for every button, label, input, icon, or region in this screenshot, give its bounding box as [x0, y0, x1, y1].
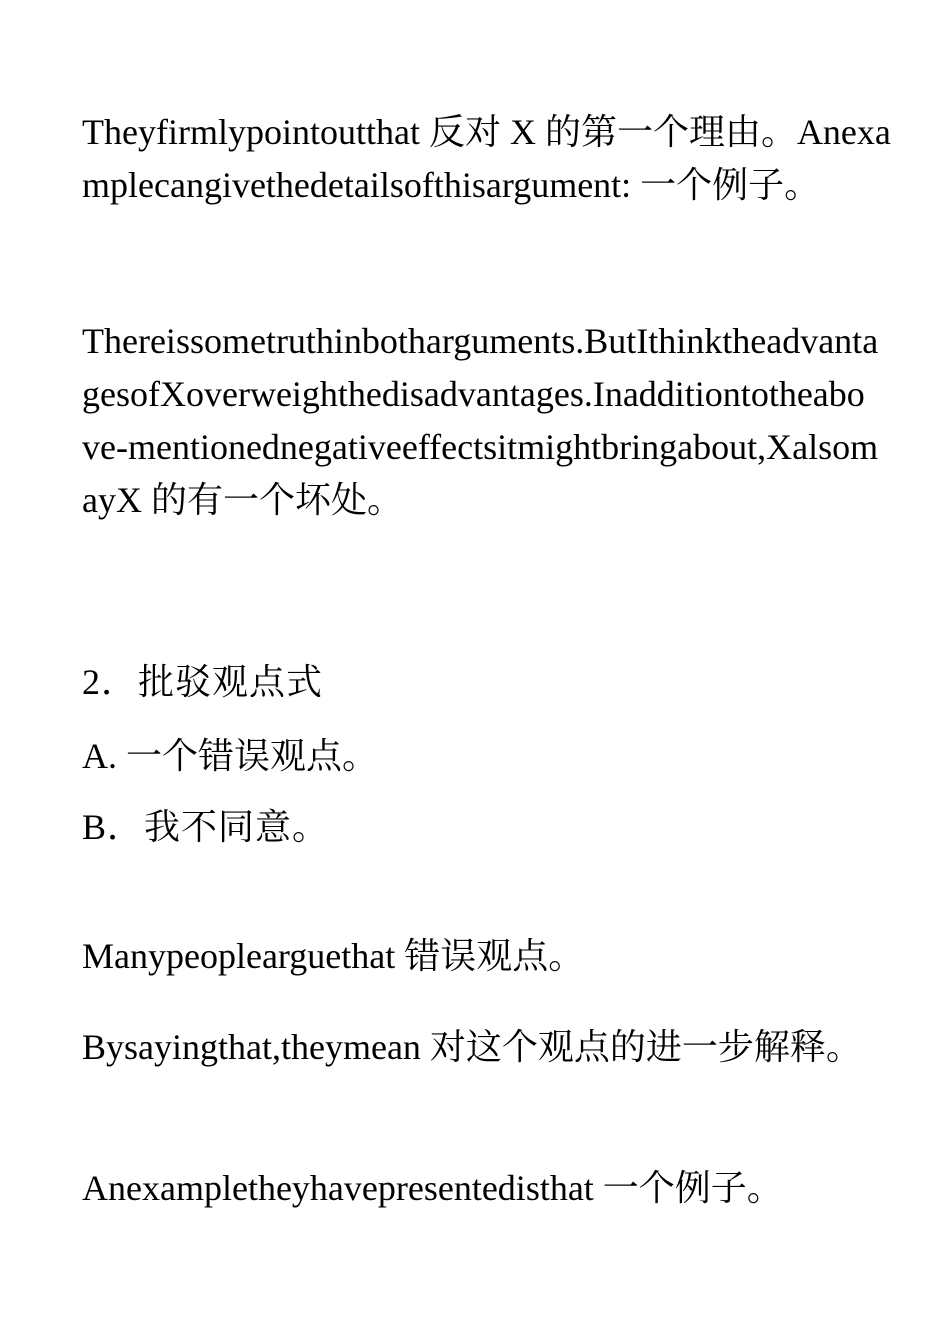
- paragraph-example: Anexampletheyhavepresentedisthat 一个例子。: [82, 1168, 783, 1208]
- item-a-wrong-view: A. 一个错误观点。: [82, 736, 378, 776]
- paragraph-by-saying: Bysayingthat,theymean 对这个观点的进一步解释。: [82, 1027, 862, 1067]
- paragraph-many-people: Manypeoplearguethat 错误观点。: [82, 936, 585, 976]
- paragraph-first-reason: Theyfirmlypointoutthat 反对 X 的第一个理由。Anexamplecangivethedetailsofthisargument: 一个例子。: [82, 112, 891, 205]
- paragraph-both-arguments: Thereissometruthinbotharguments.ButIthinktheadvantagesofXoverweighthedisadvantages.Inadditiontotheabove-mentionednegativeeffectsitmightbringabout,XalsomayX 的有一个坏处。: [82, 321, 879, 520]
- item-b-disagree: B．我不同意。: [82, 807, 330, 847]
- section-heading-rebuttal: 2．批驳观点式: [82, 662, 324, 702]
